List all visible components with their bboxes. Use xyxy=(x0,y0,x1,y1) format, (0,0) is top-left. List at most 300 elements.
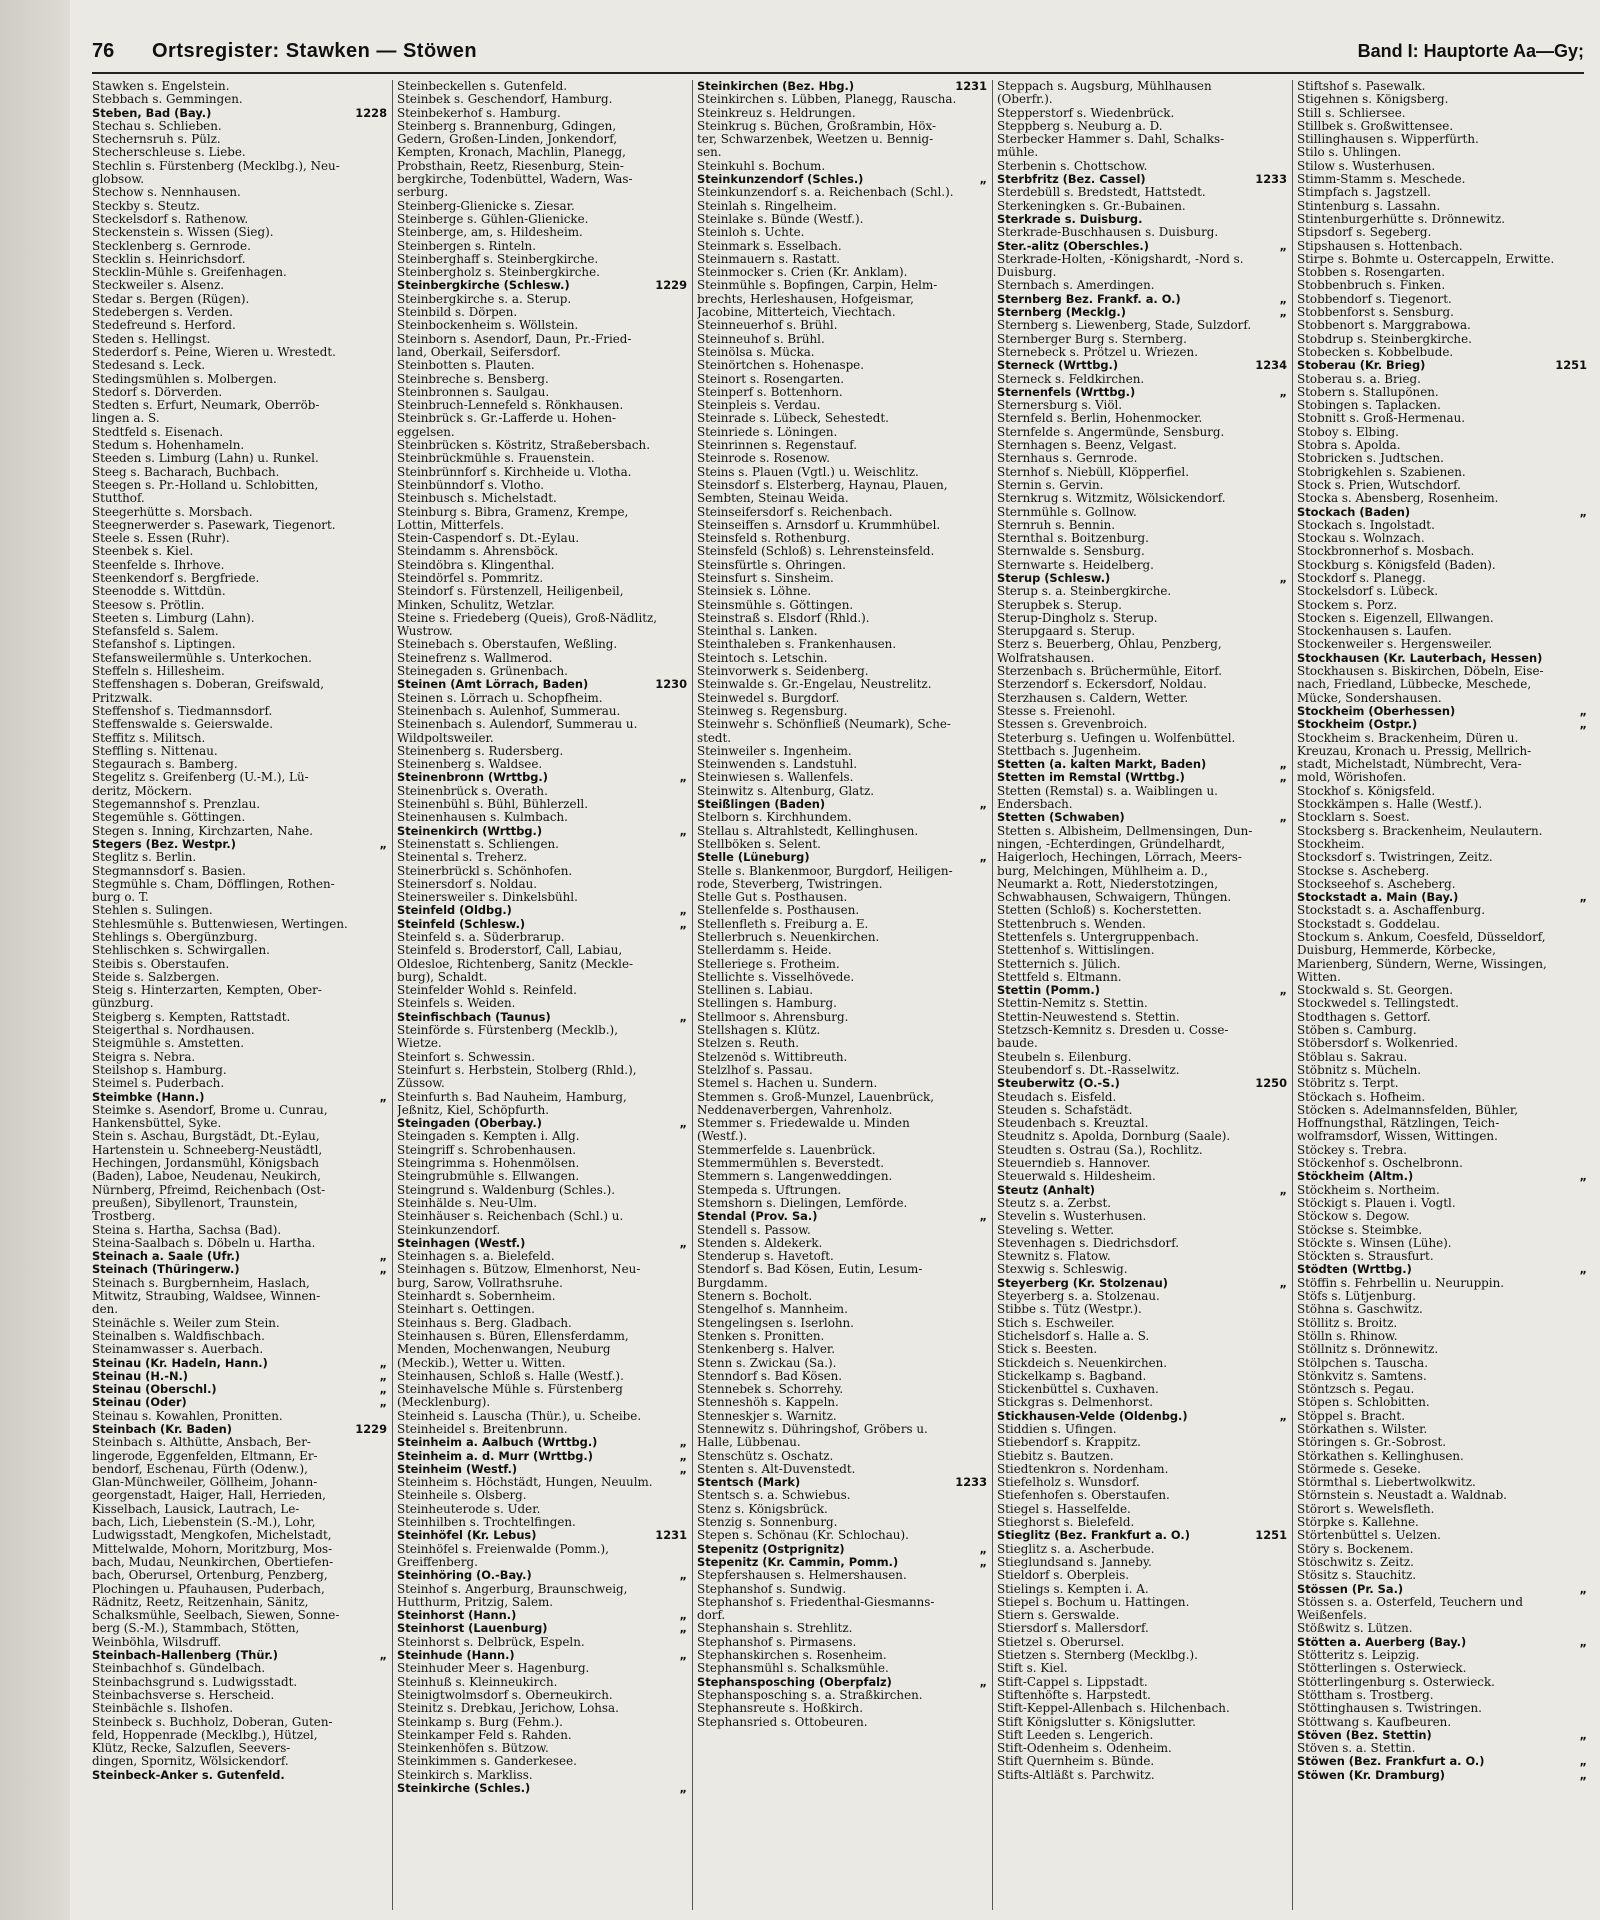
register-entry xyxy=(92,253,387,266)
register-entry xyxy=(1297,745,1587,758)
entry-page-ref: „ xyxy=(679,1436,687,1450)
register-entry xyxy=(697,878,987,891)
register-entry xyxy=(1297,492,1587,505)
entry-text: Stechlin s. Fürstenberg (Mecklbg.), Neu- xyxy=(92,159,340,173)
entry-text: Steden s. Hellingst. xyxy=(92,332,211,346)
register-entry xyxy=(92,705,387,718)
page-header xyxy=(92,40,1584,70)
register-entry xyxy=(92,1476,387,1489)
entry-text: Steinvorwerk s. Seidenberg. xyxy=(697,665,869,679)
entry-text: Störkathen s. Kellinghusen. xyxy=(1297,1449,1464,1463)
register-entry xyxy=(397,452,687,465)
register-entry xyxy=(92,1277,387,1290)
entry-text: Steina-Saalbach s. Döbeln u. Hartha. xyxy=(92,1236,316,1250)
register-entry xyxy=(92,1396,387,1409)
register-entry xyxy=(997,1330,1287,1343)
register-entry xyxy=(1297,971,1587,984)
entry-text: Steinheim s. Höchstädt, Hungen, Neuulm. xyxy=(397,1476,653,1490)
entry-page-ref: „ xyxy=(979,1210,987,1224)
entry-text: Stetten im Remstal (Wrttbg.) xyxy=(997,771,1185,785)
entry-text: Steinbach (Kr. Baden) xyxy=(92,1422,232,1436)
entry-text: Sterzenbach s. Brüchermühle, Eitorf. xyxy=(997,665,1223,679)
register-entry xyxy=(397,1051,687,1064)
register-entry xyxy=(697,386,987,399)
register-entry xyxy=(397,825,687,838)
entry-text: Sterdebüll s. Bredstedt, Hattstedt. xyxy=(997,186,1206,200)
entry-text: Steinersdorf s. Noldau. xyxy=(397,877,538,891)
entry-text: Steinefrenz s. Wallmerod. xyxy=(397,651,553,665)
entry-text: Steinamwasser s. Auerbach. xyxy=(92,1343,264,1357)
entry-text: Stockstadt a. Main (Bay.) xyxy=(1297,891,1459,905)
entry-text: Steinegaden s. Grünenbach. xyxy=(397,665,568,679)
entry-text: Nürnberg, Pfreimd, Reichenbach (Ost- xyxy=(92,1183,326,1197)
register-entry xyxy=(1297,1716,1587,1729)
entry-text: Steinberge, am, s. Hildesheim. xyxy=(397,226,583,240)
register-entry xyxy=(1297,200,1587,213)
register-entry xyxy=(397,1410,687,1423)
register-entry xyxy=(92,1503,387,1516)
entry-text: Sternhagen s. Beenz, Velgast. xyxy=(997,439,1177,453)
entry-text: bendorf, Eschenau, Fürth (Odenw.), xyxy=(92,1462,308,1476)
entry-text: Stellichte s. Visselhövede. xyxy=(697,970,855,984)
register-entry xyxy=(997,718,1287,731)
register-entry xyxy=(397,1649,687,1662)
register-entry xyxy=(92,1064,387,1077)
register-entry xyxy=(697,306,987,319)
register-entry xyxy=(397,1237,687,1250)
entry-text: Steinrade s. Lübeck, Sehestedt. xyxy=(697,412,889,426)
register-entry xyxy=(697,904,987,917)
register-entry xyxy=(1297,479,1587,492)
register-entry xyxy=(92,1636,387,1649)
entry-text: Steinkreuz s. Heldrungen. xyxy=(697,106,856,120)
register-entry xyxy=(397,133,687,146)
entry-text: Steinersweiler s. Dinkelsbühl. xyxy=(397,891,578,905)
entry-text: Steinrode s. Rosenow. xyxy=(697,452,830,466)
entry-text: Stibbe s. Tütz (Westpr.). xyxy=(997,1303,1142,1317)
register-entry xyxy=(1297,1450,1587,1463)
entry-text: Stesse s. Freienohl. xyxy=(997,704,1116,718)
entry-page-ref: 1230 xyxy=(655,678,687,692)
entry-text: Steigberg s. Kempten, Rattstadt. xyxy=(92,1010,291,1024)
entry-text: Steinental s. Treherz. xyxy=(397,851,528,865)
register-entry xyxy=(1297,1383,1587,1396)
register-entry xyxy=(92,1263,387,1276)
entry-text: Steinbotten s. Plauten. xyxy=(397,359,535,373)
entry-text: Stickgras s. Delmenhorst. xyxy=(997,1396,1154,1410)
entry-text: Steinsdorf s. Elsterberg, Haynau, Plauen, xyxy=(697,478,948,492)
register-entry xyxy=(92,1583,387,1596)
entry-text: Stobingen s. Taplacken. xyxy=(1297,399,1441,413)
register-entry xyxy=(997,1503,1287,1516)
register-entry xyxy=(397,1450,687,1463)
register-entry xyxy=(997,838,1287,851)
entry-text: Steinperf s. Bottenhorn. xyxy=(697,385,843,399)
entry-text: Stephansposching (Oberpfalz) xyxy=(697,1675,892,1689)
entry-text: Steinau s. Kowahlen, Pronitten. xyxy=(92,1409,283,1423)
entry-text: Steinfels s. Weiden. xyxy=(397,997,516,1011)
entry-text: Steinach s. Burgbernheim, Haslach, xyxy=(92,1276,310,1290)
entry-text: Stevenhagen s. Diedrichsdorf. xyxy=(997,1236,1179,1250)
register-entry xyxy=(397,625,687,638)
entry-text: Stift-Cappel s. Lippstadt. xyxy=(997,1675,1148,1689)
register-entry xyxy=(397,1357,687,1370)
register-entry xyxy=(1297,1130,1587,1143)
entry-text: Stiedtenkron s. Nordenham. xyxy=(997,1462,1169,1476)
register-entry xyxy=(92,944,387,957)
entry-text: Stellshagen s. Klütz. xyxy=(697,1024,821,1038)
register-entry xyxy=(397,997,687,1010)
register-entry xyxy=(997,1476,1287,1489)
register-entry xyxy=(397,1317,687,1330)
register-entry xyxy=(92,506,387,519)
entry-page-ref: „ xyxy=(1579,1170,1587,1184)
register-entry xyxy=(997,971,1287,984)
register-entry xyxy=(397,785,687,798)
register-entry xyxy=(1297,1277,1587,1290)
register-entry xyxy=(697,825,987,838)
register-entry xyxy=(397,891,687,904)
entry-page-ref: 1251 xyxy=(1255,1529,1287,1543)
entry-text: Stentsch s. a. Schwiebus. xyxy=(697,1489,851,1503)
entry-text: mold, Wörishofen. xyxy=(1297,771,1407,785)
entry-text: Stietzel s. Oberursel. xyxy=(997,1635,1125,1649)
entry-text: Steegnerwerder s. Pasewark, Tiegenort. xyxy=(92,518,336,532)
entry-page-ref: „ xyxy=(1279,1183,1287,1197)
register-entry xyxy=(997,492,1287,505)
register-entry xyxy=(997,1463,1287,1476)
entry-text: Stessen s. Grevenbroich. xyxy=(997,718,1148,732)
register-entry xyxy=(92,1051,387,1064)
entry-text: Stielings s. Kempten i. A. xyxy=(997,1582,1149,1596)
register-entry xyxy=(697,1410,987,1423)
register-entry xyxy=(997,758,1287,771)
register-entry xyxy=(697,1529,987,1542)
entry-text: Stelborn s. Kirchhundem. xyxy=(697,811,852,825)
entry-text: Stechow s. Nennhausen. xyxy=(92,186,241,200)
entry-text: Steudten s. Ostrau (Sa.), Rochlitz. xyxy=(997,1143,1203,1157)
entry-text: Steinbronnen s. Saulgau. xyxy=(397,385,550,399)
register-entry xyxy=(92,585,387,598)
entry-text: Steinhilben s. Trochtelfingen. xyxy=(397,1516,576,1530)
entry-text: Stockburg s. Königsfeld (Baden). xyxy=(1297,558,1496,572)
entry-text: brechts, Herleshausen, Hofgeismar, xyxy=(697,292,914,306)
entry-text: Mitwitz, Straubing, Waldsee, Winnen- xyxy=(92,1290,321,1304)
entry-text: sen. xyxy=(697,146,722,160)
entry-text: Stehlen s. Sulingen. xyxy=(92,904,213,918)
register-entry xyxy=(697,678,987,691)
register-entry xyxy=(997,825,1287,838)
entry-text: Steinen (Amt Lörrach, Baden) xyxy=(397,678,589,692)
entry-text: ter, Schwarzenbek, Weetzen u. Bennig- xyxy=(697,133,934,147)
entry-text: Stettenfels s. Untergruppenbach. xyxy=(997,931,1199,944)
register-entry xyxy=(397,745,687,758)
register-entry xyxy=(1297,532,1587,545)
entry-text: Stöckheim (Altm.) xyxy=(1297,1170,1414,1184)
column-4 xyxy=(992,80,1287,1910)
entry-text: Steinriede s. Löningen. xyxy=(697,425,838,439)
entry-text: Steesow s. Prötlin. xyxy=(92,598,205,612)
entry-text: Stedebergen s. Verden. xyxy=(92,306,233,320)
entry-text: Stellinen s. Labiau. xyxy=(697,984,814,998)
entry-text: Steingaden s. Kempten i. Allg. xyxy=(397,1130,580,1144)
register-entry xyxy=(1297,173,1587,186)
entry-text: Sternbach s. Amerdingen. xyxy=(997,279,1155,293)
register-entry xyxy=(92,386,387,399)
entry-page-ref: „ xyxy=(379,1263,387,1277)
register-entry xyxy=(997,452,1287,465)
register-entry xyxy=(1297,386,1587,399)
register-entry xyxy=(397,1636,687,1649)
register-entry xyxy=(697,572,987,585)
entry-text: Steimel s. Puderbach. xyxy=(92,1077,225,1091)
register-entry xyxy=(997,732,1287,745)
entry-text: Steingrimma s. Hohenmölsen. xyxy=(397,1157,580,1171)
register-entry xyxy=(697,333,987,346)
register-entry xyxy=(697,705,987,718)
entry-text: bach, Oberursel, Ortenburg, Penzberg, xyxy=(92,1569,328,1583)
entry-text: Stöckenhof s. Oschelbronn. xyxy=(1297,1157,1463,1171)
register-entry xyxy=(697,519,987,532)
register-entry xyxy=(1297,1104,1587,1117)
entry-page-ref: „ xyxy=(679,904,687,918)
entry-text: Stevelin s. Wusterhusen. xyxy=(997,1210,1147,1224)
register-entry xyxy=(1297,160,1587,173)
register-entry xyxy=(397,1250,687,1263)
register-entry xyxy=(397,1556,687,1569)
register-entry xyxy=(397,240,687,253)
column-1 xyxy=(92,80,387,1910)
entry-text: Stegemühle s. Göttingen. xyxy=(92,811,246,825)
entry-text: Stock s. Prien, Wutschdorf. xyxy=(1297,478,1461,492)
entry-text: Stöpen s. Schlobitten. xyxy=(1297,1396,1430,1410)
register-entry xyxy=(397,1077,687,1090)
entry-text: Steinkirchen (Bez. Hbg.) xyxy=(697,80,855,93)
entry-text: Steinbachhof s. Gündelbach. xyxy=(92,1662,266,1676)
entry-text: berg (S.-M.), Stammbach, Stötten, xyxy=(92,1622,300,1636)
entry-text: Stöcken s. Adelmannsfelden, Bühler, xyxy=(1297,1103,1519,1117)
register-entry xyxy=(92,1729,387,1742)
register-entry xyxy=(1297,1051,1587,1064)
entry-text: Gedern, Großen-Linden, Jonkendorf, xyxy=(397,133,617,147)
entry-page-ref: 1231 xyxy=(955,80,987,93)
entry-text: Stelleriege s. Frotheim. xyxy=(697,957,840,971)
register-entry xyxy=(1297,1543,1587,1556)
register-entry xyxy=(997,1237,1287,1250)
register-entry xyxy=(1297,1064,1587,1077)
entry-text: globsow. xyxy=(92,173,144,187)
entry-text: georgenstadt, Haiger, Hall, Herrieden, xyxy=(92,1489,326,1503)
entry-text: Stölln s. Rhinow. xyxy=(1297,1329,1398,1343)
entry-text: Stiftshof s. Pasewalk. xyxy=(1297,80,1426,93)
entry-text: Steina s. Hartha, Sachsa (Bad). xyxy=(92,1223,282,1237)
register-entry xyxy=(397,519,687,532)
entry-text: Steben, Bad (Bay.) xyxy=(92,106,212,120)
entry-text: Steinfeld s. a. Süderbrarup. xyxy=(397,931,565,944)
register-entry xyxy=(92,373,387,386)
entry-text: Steinseiffen s. Arnsdorf u. Krummhübel. xyxy=(697,518,941,532)
entry-text: Sternruh s. Bennin. xyxy=(997,518,1116,532)
entry-text: Stengelingsen s. Iserlohn. xyxy=(697,1316,854,1330)
entry-text: Steinhagen s. a. Bielefeld. xyxy=(397,1250,555,1264)
entry-text: Steinkamper Feld s. Rahden. xyxy=(397,1728,572,1742)
register-entry xyxy=(1297,1583,1587,1596)
entry-text: Sterzhausen s. Caldern, Wetter. xyxy=(997,691,1189,705)
entry-text: Sternebeck s. Prötzel u. Wriezen. xyxy=(997,345,1198,359)
entry-text: Stodthagen s. Gettorf. xyxy=(1297,1010,1431,1024)
register-entry xyxy=(397,1303,687,1316)
entry-text: Stöwen (Kr. Dramburg) xyxy=(1297,1768,1445,1782)
register-entry xyxy=(1297,306,1587,319)
entry-text: Stöckte s. Winsen (Lühe). xyxy=(1297,1236,1452,1250)
entry-text: Plochingen u. Pfauhausen, Puderbach, xyxy=(92,1582,325,1596)
entry-text: Steinörtchen s. Hohenaspe. xyxy=(697,359,864,373)
entry-text: Stellenfelde s. Posthausen. xyxy=(697,904,860,918)
entry-text: Stenndorf s. Bad Kösen. xyxy=(697,1369,843,1383)
register-entry xyxy=(997,333,1287,346)
entry-text: Steinfischbach (Taunus) xyxy=(397,1010,551,1024)
entry-text: Lottin, Mitterfels. xyxy=(397,518,505,532)
register-entry xyxy=(397,506,687,519)
register-entry xyxy=(1297,1636,1587,1649)
entry-text: Steinbild s. Dörpen. xyxy=(397,306,518,320)
entry-text: Steinau (H.-N.) xyxy=(92,1369,189,1383)
register-entry xyxy=(697,838,987,851)
entry-text: Glan-Münchweiler, Göllheim, Johann- xyxy=(92,1476,318,1490)
register-entry xyxy=(397,1716,687,1729)
entry-text: Steinenhausen s. Kulmbach. xyxy=(397,811,568,825)
register-entry xyxy=(697,1024,987,1037)
entry-text: Stellingen s. Hamburg. xyxy=(697,997,837,1011)
register-entry xyxy=(92,359,387,372)
register-entry xyxy=(1297,1357,1587,1370)
register-entry xyxy=(397,426,687,439)
register-entry xyxy=(397,439,687,452)
entry-text: Stecklenberg s. Gernrode. xyxy=(92,239,251,253)
register-entry xyxy=(997,1210,1287,1223)
register-entry xyxy=(397,1676,687,1689)
entry-text: Steinsfeld (Schloß) s. Lehrensteinsfeld. xyxy=(697,545,935,559)
register-entry xyxy=(997,1184,1287,1197)
register-entry xyxy=(92,1104,387,1117)
register-entry xyxy=(697,107,987,120)
register-entry xyxy=(697,665,987,678)
register-entry xyxy=(397,1224,687,1237)
register-entry xyxy=(397,1091,687,1104)
entry-text: Stepenitz (Ostprignitz) xyxy=(697,1542,845,1556)
register-entry xyxy=(397,1529,687,1542)
entry-text: Steinstraß s. Elsdorf (Rhld.). xyxy=(697,611,870,625)
register-entry xyxy=(697,1423,987,1436)
register-entry xyxy=(697,200,987,213)
register-entry xyxy=(697,958,987,971)
register-entry xyxy=(1297,838,1587,851)
register-entry xyxy=(997,399,1287,412)
register-entry xyxy=(997,532,1287,545)
register-entry xyxy=(397,1343,687,1356)
register-entry xyxy=(1297,1769,1587,1782)
entry-text: Stobecken s. Kobbelbude. xyxy=(1297,345,1454,359)
entry-text: Sternin s. Gervin. xyxy=(997,478,1104,492)
entry-text: Stawken s. Engelstein. xyxy=(92,80,230,93)
entry-text: Stobra s. Apolda. xyxy=(1297,439,1401,453)
entry-page-ref: „ xyxy=(1579,1755,1587,1769)
entry-text: Stockach s. Ingolstadt. xyxy=(1297,518,1435,532)
register-entry xyxy=(1297,240,1587,253)
register-entry xyxy=(397,1144,687,1157)
register-entry xyxy=(1297,1037,1587,1050)
entry-text: Steimbke (Hann.) xyxy=(92,1090,205,1104)
entry-text: Stockhausen (Kr. Lauterbach, Hessen) xyxy=(1297,651,1543,665)
register-entry xyxy=(997,625,1287,638)
entry-text: Stockelsdorf s. Lübeck. xyxy=(1297,585,1439,599)
entry-text: Stöllnitz s. Drönnewitz. xyxy=(1297,1343,1439,1357)
entry-text: Stentsch (Mark) xyxy=(697,1476,801,1490)
register-entry xyxy=(1297,226,1587,239)
entry-text: Steinenbronn (Wrttbg.) xyxy=(397,771,548,785)
entry-text: Sternwalde s. Sensburg. xyxy=(997,545,1145,559)
entry-text: Steinheuterode s. Uder. xyxy=(397,1502,541,1516)
register-entry xyxy=(397,865,687,878)
entry-text: Schwabhausen, Schwaigern, Thüngen. xyxy=(997,891,1232,905)
entry-text: Stiegel s. Hasselfelde. xyxy=(997,1502,1131,1516)
entry-text: Steinmühle s. Bopfingen, Carpin, Helm- xyxy=(697,279,938,293)
register-entry xyxy=(92,426,387,439)
entry-text: Steinach (Thüringerw.) xyxy=(92,1263,240,1277)
register-entry xyxy=(397,186,687,199)
entry-text: Stockheim (Ostpr.) xyxy=(1297,718,1418,732)
register-entry xyxy=(697,226,987,239)
entry-text: Steffitz s. Militsch. xyxy=(92,731,206,745)
entry-page-ref: „ xyxy=(1579,1728,1587,1742)
register-entry xyxy=(1297,865,1587,878)
register-entry xyxy=(92,625,387,638)
register-entry xyxy=(397,253,687,266)
entry-text: Stöttinghausen s. Twistringen. xyxy=(1297,1702,1482,1716)
register-entry xyxy=(1297,758,1587,771)
entry-text: Stötterlingen s. Osterwieck. xyxy=(1297,1662,1467,1676)
register-entry xyxy=(397,200,687,213)
entry-text: Oldesloe, Richtenberg, Sanitz (Meckle- xyxy=(397,957,634,971)
register-entry xyxy=(397,1689,687,1702)
register-entry xyxy=(92,1237,387,1250)
entry-text: Jeßnitz, Kiel, Schöpfurth. xyxy=(397,1103,550,1117)
register-entry xyxy=(92,1716,387,1729)
entry-text: Hartenstein u. Schneeberg-Neustädtl, xyxy=(92,1143,323,1157)
entry-text: Stennebek s. Schorrehy. xyxy=(697,1383,844,1397)
register-entry xyxy=(397,678,687,691)
entry-text: Stöckow s. Degow. xyxy=(1297,1210,1410,1224)
entry-text: Stecherschleuse s. Liebe. xyxy=(92,146,246,160)
entry-text: Steinau (Kr. Hadeln, Hann.) xyxy=(92,1356,268,1370)
entry-text: Steinhausen, Schloß s. Halle (Westf.). xyxy=(397,1369,624,1383)
entry-text: Sterneck s. Feldkirchen. xyxy=(997,372,1145,386)
entry-text: Steinfeld (Oldbg.) xyxy=(397,904,512,918)
entry-text: Stehlings s. Obergünzburg. xyxy=(92,931,258,944)
register-entry xyxy=(92,1596,387,1609)
register-entry xyxy=(1297,412,1587,425)
register-entry xyxy=(397,293,687,306)
register-entry xyxy=(697,492,987,505)
register-entry xyxy=(1297,918,1587,931)
entry-text: Steindorf s. Fürstenzell, Heiligenbeil, xyxy=(397,585,624,599)
register-entry xyxy=(92,692,387,705)
entry-text: Hutthurm, Pritzig, Salem. xyxy=(397,1595,554,1609)
entry-text: Steinkirche (Schles.) xyxy=(397,1782,531,1795)
register-entry xyxy=(397,1622,687,1635)
entry-page-ref: 1250 xyxy=(1255,1077,1287,1091)
register-entry xyxy=(1297,1011,1587,1024)
